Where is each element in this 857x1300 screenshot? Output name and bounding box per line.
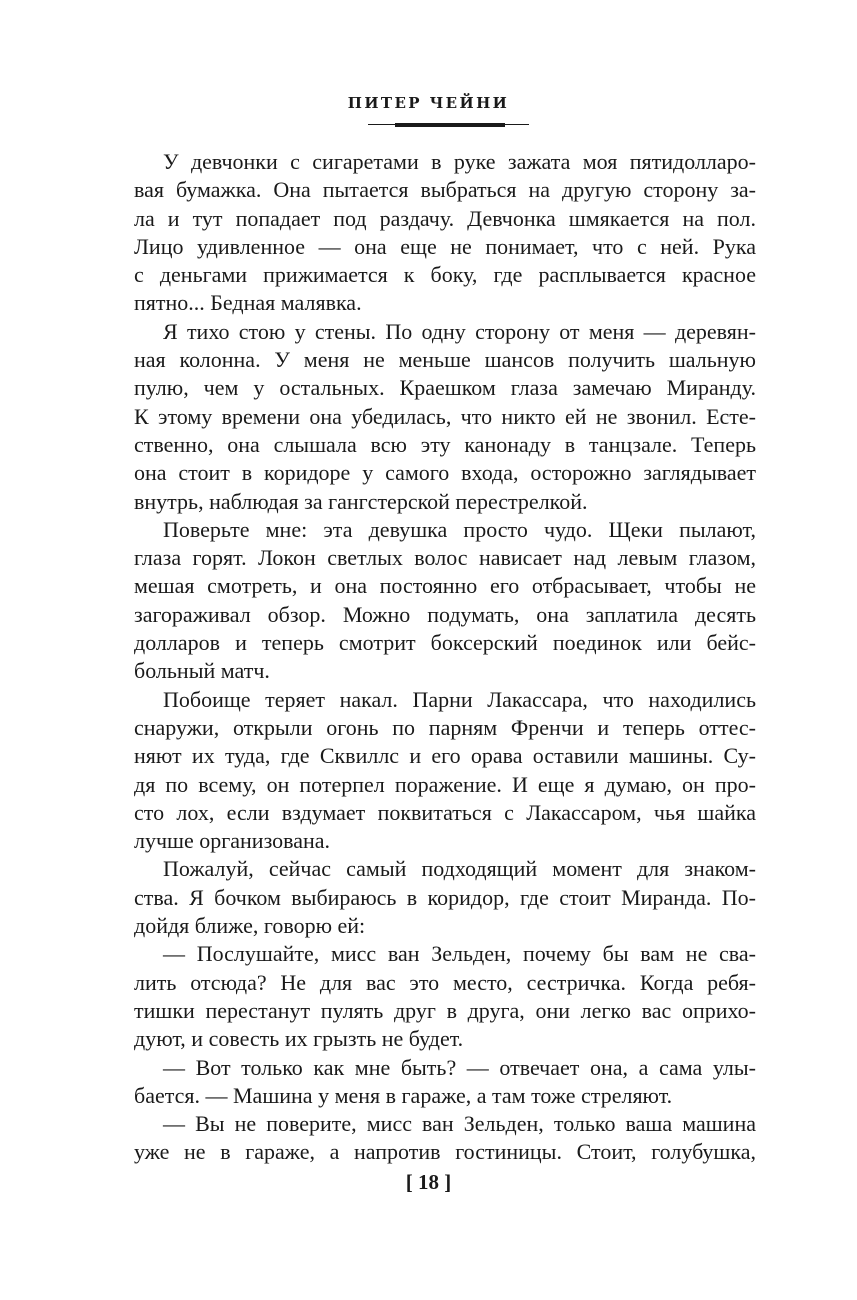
text-line: глаза горят. Локон светлых волос нависает над левым глазом,: [134, 545, 756, 571]
text-line: ственно, она слышала всю эту канонаду в танцзале. Теперь: [134, 431, 756, 457]
running-head: ПИТЕР ЧЕЙНИ: [347, 94, 510, 112]
body-text: [134, 148, 756, 1167]
page-number: [ 18 ]: [405, 1170, 452, 1194]
text-line: снаружи, открыли огонь по парням Френчи и теперь оттес-: [134, 714, 756, 740]
text-line: тишки перестанут пулять друг в друга, они легко вас оприхо-: [134, 997, 756, 1023]
text-line: Я тихо стою у стены. По одну сторону от меня — деревян-: [163, 318, 756, 344]
text-line: У девчонки с сигаретами в руке зажата моя пятидолларо-: [163, 149, 756, 174]
text-line: ства. Я бочком выбираюсь в коридор, где стоит Миранда. По-: [134, 884, 756, 910]
text-line: пулю, чем у остальных. Краешком глаза замечаю Миранду.: [134, 375, 756, 401]
text-line: лучше организована.: [134, 828, 331, 854]
text-line: Побоище теряет накал. Парни Лакассара, что находились: [163, 686, 756, 712]
running-head-rule-bold: [395, 123, 505, 127]
text-line: пятно... Бедная малявка.: [134, 290, 362, 316]
text-line: К этому времени она убедилась, что никто ей не звонил. Есте-: [134, 403, 756, 429]
text-line: бается. — Машина у меня в гараже, а там тоже стреляют.: [134, 1082, 673, 1108]
text-line: — Вы не поверите, мисс ван Зельден, только ваша машина: [163, 1111, 756, 1137]
text-line: с деньгами прижимается к боку, где расплывается красное: [134, 262, 756, 288]
text-line: ла и тут попадает под раздачу. Девчонка шмякается на пол.: [134, 205, 756, 231]
text-line: больный матч.: [134, 658, 270, 684]
text-line: Пожалуй, сейчас самый подходящий момент для знаком-: [163, 856, 756, 882]
text-line: Поверьте мне: эта девушка просто чудо. Щеки пылают,: [163, 516, 756, 542]
text-line: дя по всему, он потерпел поражение. И еще я думаю, он про-: [134, 771, 756, 797]
text-line: дойдя ближе, говорю ей:: [134, 913, 366, 939]
text-line: уже не в гараже, а напротив гостиницы. Стоит, голубушка,: [134, 1139, 756, 1165]
text-line: она стоит в коридоре у самого входа, осторожно заглядывает: [134, 460, 756, 486]
text-line: ная колонна. У меня не меньше шансов получить шальную: [134, 347, 756, 373]
text-line: лить отсюда? Не для вас это место, сестричка. Когда ребя-: [134, 969, 756, 995]
text-line: няют их туда, где Сквиллс и его орава оставили машины. Су-: [134, 743, 756, 769]
text-line: — Послушайте, мисс ван Зельден, почему бы вам не сва-: [163, 941, 756, 967]
text-line: внутрь, наблюдая за гангстерской перестрелкой.: [134, 488, 588, 514]
text-line: мешая смотреть, и она постоянно его отбрасывает, чтобы не: [134, 573, 756, 599]
text-line: долларов и теперь смотрит боксерский поединок или бейс-: [134, 630, 756, 656]
text-line: дуют, и совесть их грызть не будет.: [134, 1026, 464, 1052]
text-line: — Вот только как мне быть? — отвечает она, а сама улы-: [163, 1054, 756, 1080]
text-line: вая бумажка. Она пытается выбраться на другую сторону за-: [134, 177, 756, 203]
text-line: сто лох, если вздумает поквитаться с Лакассаром, чья шайка: [134, 799, 756, 825]
text-line: Лицо удивленное — она еще не понимает, что с ней. Рука: [134, 233, 756, 259]
text-line: загораживал обзор. Можно подумать, она заплатила десять: [134, 601, 756, 627]
